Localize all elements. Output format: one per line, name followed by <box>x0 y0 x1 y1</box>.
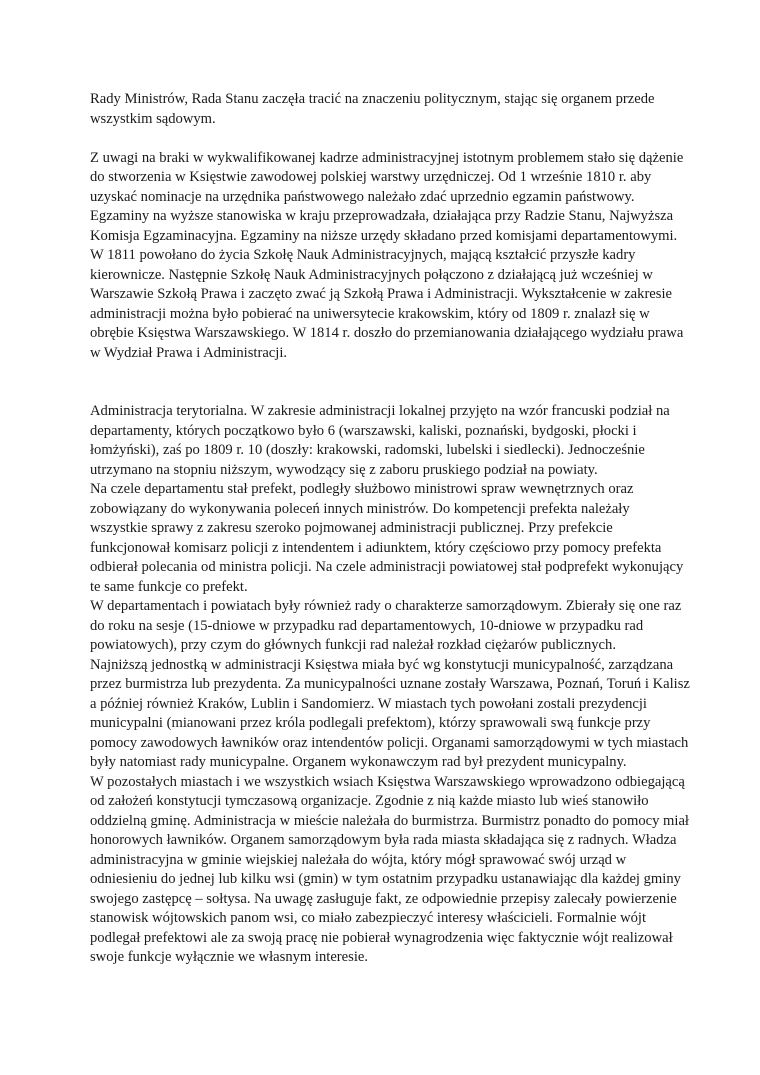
section-spacer <box>90 363 690 402</box>
paragraph-municypalnosc: Najniższą jednostką w administracji Księstwa miała być wg konstytucji municypalność, zarządzana przez burmistrza lub prezydenta. Za municypalności uznane zostały Warszawa, Poznań, Toruń i Kalisz a później również Kraków, Lublin i Sandomierz. W miastach tych powołani zostali prezydencji municypalni (mianowani przez króla podlegali prefektom), którzy sprawowali swą funkcje przy pomocy zawodowych ławników oraz intendentów policji. Organami samorządowymi w tych miastach były natomiast rady municypalne. Organem wykonawczym rad był prezydent municypalny. <box>90 656 690 770</box>
paragraph-prefekt: Na czele departamentu stał prefekt, podległy służbowo ministrowi spraw wewnętrznych oraz zobowiązany do wykonywania poleceń innych ministrów. Do kompetencji prefekta należały wszystkie sprawy z zakresu szeroko pojmowanej administracji publicznej. Przy prefekcie funkcjonował komisarz policji z intendentem i adiunktem, który częściowo przy pomocy prefekta odbierał polecania od ministra policji. Na czele administracji powiatowej stał podprefekt wykonujący te same funkcje co prefekt. <box>90 481 684 595</box>
paragraph-kadry-urzednicze: Z uwagi na braki w wykwalifikowanej kadrze administracyjnej istotnym problemem stało się dążenie do stworzenia w Księstwie zawodowej polskiej warstwy urzędniczej. Od 1 wrześnie 1810 r. aby uzyskać nominacje na urzędnika państwowego należało zdać uprzednio egzamin państwowy. Egzaminy na wyższe stanowiska w kraju przeprowadzała, działająca przy Radzie Stanu, Najwyższa Komisja Egzaminacyjna. Egzaminy na niższe urzędy składano przed komisjami departamentowymi. W 1811 powołano do życia Szkołę Nauk Administracyjnych, mającą kształcić przyszłe kadry kierownicze. Następnie Szkołę Nauk Administracyjnych połączono z działającą już wcześniej w Warszawie Szkołą Prawa i zaczęto zwać ją Szkołą Prawa i Administracji. Wykształcenie w zakresie administracji można było pobierać na uniwersytecie krakowskim, który od 1809 r. znalazł się w obrębie Księstwa Warszawskiego. W 1814 r. doszło do przemianowania działającego wydziału prawa w Wydział Prawa i Administracji. <box>90 149 684 361</box>
paragraph-rady-samorzadowe: W departamentach i powiatach były również rady o charakterze samorządowym. Zbierały się one raz do roku na sesje (15-dniowe w przypadku rad departamentowych, 10-dniowe w przypadku rad powiatowych), przy czym do głównych funkcji rad należał rozkład ciężarów publicznych. <box>90 598 682 653</box>
paragraph-gminy: W pozostałych miastach i we wszystkich wsiach Księstwa Warszawskiego wprowadzono odbiegającą od założeń konstytucji tymczasową organizacje. Zgodnie z nią każde miasto lub wieś stanowiło oddzielną gminę. Administracja w mieście należała do burmistrza. Burmistrz ponadto do pomocy miał honorowych ławników. Organem samorządowym była rada miasta składająca się z radnych. Władza administracyjna w gminie wiejskiej należała do wójta, który mógł sprawować swój urząd w odniesieniu do jednej lub kilku wsi (gmin) w tym ostatnim przypadku ustanawiając dla każdej gminy swojego zastępcę – sołtysa. Na uwagę zasługuje fakt, ze odpowiednie przepisy zalecały powierzenie stanowisk wójtowskich panom wsi, co miało zabezpieczyć interesy właścicieli. Formalnie wójt podlegał prefektowi ale za swoją pracę nie pobierał wynagrodzenia więc faktycznie wójt realizował swoje funkcje wyłącznie we własnym interesie. <box>90 773 689 965</box>
paragraph-administracja-terytorialna: Administracja terytorialna. W zakresie administracji lokalnej przyjęto na wzór francuski podział na departamenty, których początkowo było 6 (warszawski, kaliski, poznański, bydgoski, płocki i łomżyński), zaś po 1809 r. 10 (doszły: krakowski, radomski, lubelski i siedlecki). Jednocześnie utrzymano na stopniu niższym, wywodzący się z zaboru pruskiego podział na powiaty. <box>90 403 670 478</box>
document-page <box>90 90 690 968</box>
paragraph-rada-stanu: Rady Ministrów, Rada Stanu zaczęła tracić na znaczeniu politycznym, stając się organem przede wszystkim sądowym. <box>90 91 655 127</box>
paragraph-spacer <box>90 129 690 149</box>
